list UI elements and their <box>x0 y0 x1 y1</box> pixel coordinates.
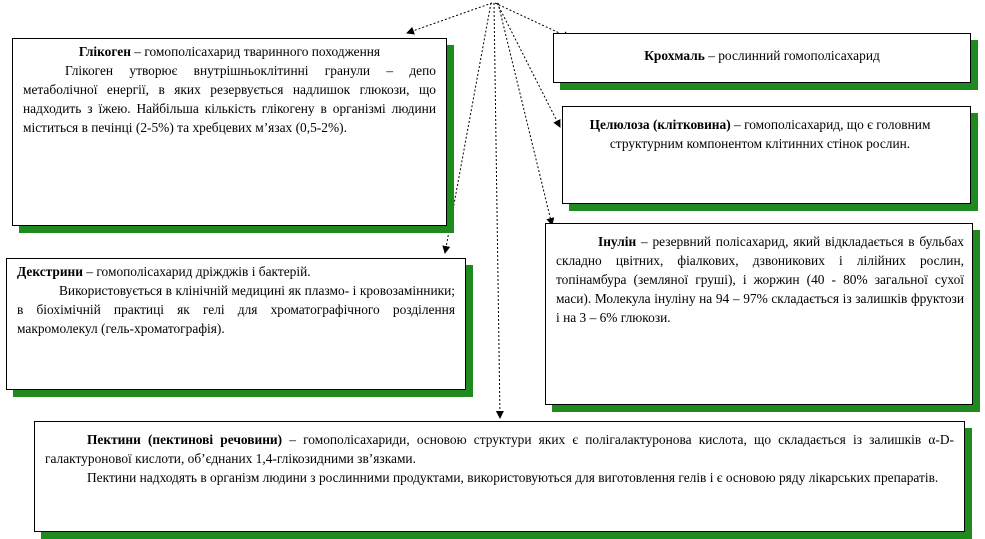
dextrins-heading <box>17 262 455 281</box>
pectins-text: Пектини надходять в організм людини з рослинними продуктами, використовуються для виготовлення гелів і є основою ряду лікарських препаратів. <box>87 470 939 485</box>
arrow-to-glycogen <box>407 3 492 33</box>
arrow-to-cellulose <box>497 3 560 127</box>
dextrins-subtitle: – гомополісахарид дріжджів і бактерій. <box>82 264 311 279</box>
cellulose-box <box>562 106 971 204</box>
starch-box <box>553 33 971 83</box>
dextrins-box <box>6 258 466 390</box>
glycogen-title: Глікоген <box>78 44 131 59</box>
starch-heading <box>564 46 960 65</box>
glycogen-heading <box>23 42 436 61</box>
pectins-title: Пектини (пектинові речовини) <box>87 432 283 447</box>
dextrins-text: Використовується в клінічній медицині як плазмо- і кровозамінники; в біохімічній практиці як гелі для хроматографічного розділення макромолекул (гель-хроматографія). <box>17 283 455 336</box>
cellulose-heading <box>585 115 935 153</box>
inulin-box <box>545 223 973 405</box>
glycogen-box <box>12 38 447 226</box>
glycogen-text: Глікоген утворює внутрішньоклітинні гранули – депо метаболічної енергії, в яких резервується надлишок глюкози, що надходить з їжею. Найбільша кількість глікогену в організмі людини міститься в печінці (2-5%) та хребцевих м’язах (0,5-2%). <box>23 63 436 135</box>
arrow-to-pectins <box>494 3 500 418</box>
starch-title: Крохмаль <box>644 48 705 63</box>
pectins-box <box>34 421 965 532</box>
arrow-to-inulin <box>498 3 552 225</box>
inulin-paragraph <box>556 232 964 327</box>
cellulose-title: Целюлоза (клітковина) <box>589 117 731 132</box>
pectins-heading <box>45 430 954 468</box>
starch-subtitle: – рослинний гомополісахарид <box>704 48 880 63</box>
dextrins-title: Декстрини <box>17 264 83 279</box>
pectins-subtitle: – гомополісахариди, основою структури яких є полігалактуронова кислота, що складається із залишків α-D-галактуронової кислоти, об’єднаних 1,4-глікозидними зв’язками. <box>45 432 954 466</box>
inulin-title: Інулін <box>598 234 637 249</box>
cellulose-subtitle: – гомополісахарид, що є головним структурним компонентом клітинних стінок рослин. <box>609 117 931 151</box>
inulin-text: – резервний полісахарид, який відкладається в бульбах складно цвітних, фіалкових, дзвоникових і лілійних рослин, топінамбура (земляної груші), і жоржин (40 - 80% загальної сухої маси). Молекула інуліну на 94 – 97% складається із залишків фруктози і на 3 – 6% глюкози. <box>556 234 964 325</box>
arrow-to-dextrins <box>445 3 491 253</box>
glycogen-subtitle: – гомополісахарид тваринного походження <box>130 44 381 59</box>
